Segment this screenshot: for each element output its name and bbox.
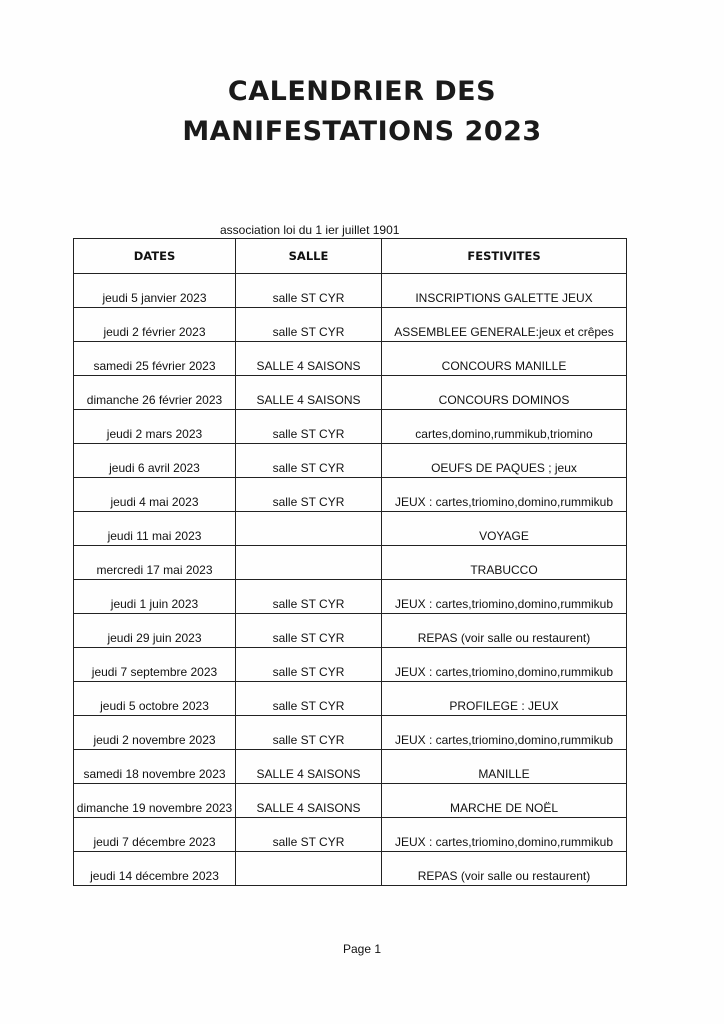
association-subtitle: association loi du 1 ier juillet 1901: [220, 223, 400, 237]
table-row: [74, 614, 627, 648]
table-row: [74, 512, 627, 546]
cell-date: jeudi 14 décembre 2023: [74, 852, 236, 886]
page-title-line-1: CALENDRIER DES: [227, 76, 497, 107]
cell-festivite: JEUX : cartes,triomino,domino,rummikub: [382, 818, 627, 852]
cell-date: jeudi 11 mai 2023: [74, 512, 236, 546]
cell-date: jeudi 2 mars 2023: [74, 410, 236, 444]
cell-salle: salle ST CYR: [236, 274, 382, 308]
table-row: [74, 376, 627, 410]
cell-salle: salle ST CYR: [236, 818, 382, 852]
cell-salle: salle ST CYR: [236, 444, 382, 478]
cell-salle: [236, 512, 382, 546]
table-row: [74, 818, 627, 852]
cell-festivite: TRABUCCO: [382, 546, 627, 580]
table-row: [74, 716, 627, 750]
table-row: [74, 410, 627, 444]
cell-date: mercredi 17 mai 2023: [74, 546, 236, 580]
cell-date: jeudi 7 septembre 2023: [74, 648, 236, 682]
cell-date: jeudi 5 janvier 2023: [74, 274, 236, 308]
table-row: [74, 852, 627, 886]
table-row: [74, 342, 627, 376]
header-dates: DATES: [74, 239, 236, 274]
cell-date: jeudi 6 avril 2023: [74, 444, 236, 478]
cell-date: jeudi 1 juin 2023: [74, 580, 236, 614]
cell-festivite: REPAS (voir salle ou restaurent): [382, 614, 627, 648]
cell-festivite: JEUX : cartes,triomino,domino,rummikub: [382, 716, 627, 750]
cell-festivite: CONCOURS DOMINOS: [382, 376, 627, 410]
events-table: [73, 238, 627, 886]
cell-festivite: JEUX : cartes,triomino,domino,rummikub: [382, 648, 627, 682]
cell-festivite: cartes,domino,rummikub,triomino: [382, 410, 627, 444]
table-row: [74, 648, 627, 682]
cell-salle: SALLE 4 SAISONS: [236, 750, 382, 784]
table-row: [74, 750, 627, 784]
cell-salle: salle ST CYR: [236, 716, 382, 750]
cell-salle: salle ST CYR: [236, 478, 382, 512]
table-row: [74, 478, 627, 512]
cell-date: jeudi 5 octobre 2023: [74, 682, 236, 716]
cell-date: jeudi 29 juin 2023: [74, 614, 236, 648]
cell-festivite: OEUFS DE PAQUES ; jeux: [382, 444, 627, 478]
cell-salle: SALLE 4 SAISONS: [236, 784, 382, 818]
page-title-line-2: MANIFESTATIONS 2023: [182, 116, 542, 147]
cell-salle: [236, 546, 382, 580]
page-number: Page 1: [342, 942, 382, 956]
cell-festivite: MARCHE DE NOËL: [382, 784, 627, 818]
cell-salle: salle ST CYR: [236, 308, 382, 342]
cell-festivite: JEUX : cartes,triomino,domino,rummikub: [382, 580, 627, 614]
cell-date: dimanche 19 novembre 2023: [74, 784, 236, 818]
cell-date: samedi 25 février 2023: [74, 342, 236, 376]
cell-date: jeudi 7 décembre 2023: [74, 818, 236, 852]
cell-festivite: VOYAGE: [382, 512, 627, 546]
cell-festivite: CONCOURS MANILLE: [382, 342, 627, 376]
cell-festivite: MANILLE: [382, 750, 627, 784]
cell-date: samedi 18 novembre 2023: [74, 750, 236, 784]
cell-date: jeudi 2 novembre 2023: [74, 716, 236, 750]
cell-festivite: JEUX : cartes,triomino,domino,rummikub: [382, 478, 627, 512]
cell-salle: SALLE 4 SAISONS: [236, 376, 382, 410]
table-row: [74, 784, 627, 818]
cell-festivite: REPAS (voir salle ou restaurent): [382, 852, 627, 886]
header-salle: SALLE: [236, 239, 382, 274]
table-row: [74, 682, 627, 716]
cell-festivite: ASSEMBLEE GENERALE:jeux et crêpes: [382, 308, 627, 342]
table-row: [74, 308, 627, 342]
table-row: [74, 580, 627, 614]
table-row: [74, 444, 627, 478]
cell-date: jeudi 2 février 2023: [74, 308, 236, 342]
header-festivites: FESTIVITES: [382, 239, 627, 274]
cell-salle: salle ST CYR: [236, 614, 382, 648]
cell-salle: salle ST CYR: [236, 580, 382, 614]
cell-date: jeudi 4 mai 2023: [74, 478, 236, 512]
table-row: [74, 546, 627, 580]
table-row: [74, 274, 627, 308]
cell-festivite: PROFILEGE : JEUX: [382, 682, 627, 716]
cell-salle: salle ST CYR: [236, 410, 382, 444]
cell-festivite: INSCRIPTIONS GALETTE JEUX: [382, 274, 627, 308]
cell-salle: salle ST CYR: [236, 682, 382, 716]
cell-salle: [236, 852, 382, 886]
table-header-row: [74, 239, 627, 274]
cell-salle: SALLE 4 SAISONS: [236, 342, 382, 376]
cell-date: dimanche 26 février 2023: [74, 376, 236, 410]
cell-salle: salle ST CYR: [236, 648, 382, 682]
